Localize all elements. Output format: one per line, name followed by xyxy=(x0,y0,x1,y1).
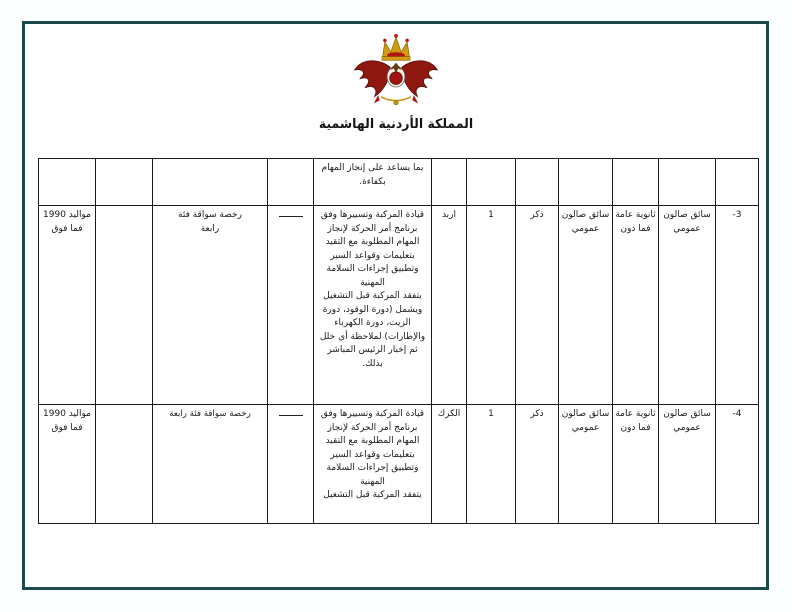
vacancies-table xyxy=(38,158,759,524)
table-row-continuation xyxy=(39,159,759,206)
cell-row-number: -3 xyxy=(716,206,759,405)
cell-gender: ذكر xyxy=(516,405,559,524)
cell-row-number: -4 xyxy=(716,405,759,524)
cell-extra xyxy=(96,206,153,405)
crown-icon xyxy=(382,34,410,60)
cell-license xyxy=(153,405,268,524)
tasks-paragraph-2: يتفقد المركبة قبل التشغيل ويشمل (دورة الوقود، دورة الزيت، دورة الكهرباء والإطارات) لملاحظة أي خلل ثم إخبار الرئيس المباشر بذلك. xyxy=(319,291,426,369)
cell-qualification xyxy=(613,159,659,206)
table-row-4 xyxy=(39,405,759,524)
cell-gender: ذكر xyxy=(516,206,559,405)
cell-job-title: سائق صالون عمومي xyxy=(659,206,716,405)
cell-dash xyxy=(268,405,314,524)
cell-birth: مواليد 1990 فما فوق xyxy=(39,206,96,405)
cell-license xyxy=(153,206,268,405)
cell-birth xyxy=(39,159,96,206)
cell-tasks xyxy=(314,159,432,206)
cell-tasks xyxy=(314,405,432,524)
cell-location xyxy=(432,159,467,206)
cell-tasks xyxy=(314,206,432,405)
tasks-paragraph-1: قيادة المركبة وتسييرها وفق برنامج أمر الحركة لإنجاز المهام المطلوبة مع التقيد بتعليمات وقواعد السير وتطبيق إجراءات السلامة المهنية xyxy=(320,210,425,288)
cell-dash xyxy=(268,206,314,405)
license-text: رخصة سواقة فئة رابعة xyxy=(169,409,251,419)
cell-qualification: ثانوية عامة فما دون xyxy=(613,405,659,524)
cell-extra xyxy=(96,159,153,206)
cell-specialization: سائق صالون عمومي xyxy=(559,405,613,524)
cell-location: اربد xyxy=(432,206,467,405)
table-row-3 xyxy=(39,206,759,405)
cell-count xyxy=(467,159,516,206)
document-header xyxy=(0,30,792,131)
cell-job-title: سائق صالون عمومي xyxy=(659,405,716,524)
cell-extra xyxy=(96,405,153,524)
jordan-coat-of-arms-icon xyxy=(344,30,448,110)
cell-row-number xyxy=(716,159,759,206)
kingdom-title: المملكة الأردنية الهاشمية xyxy=(318,115,474,132)
shield-icon xyxy=(387,63,405,87)
cell-count: 1 xyxy=(467,405,516,524)
cell-count: 1 xyxy=(467,206,516,405)
cell-specialization xyxy=(559,159,613,206)
cell-specialization: سائق صالون عمومي xyxy=(559,206,613,405)
license-text: رخصة سواقة فئة رابعة xyxy=(178,210,242,234)
dash-mark xyxy=(279,415,303,416)
cell-qualification: ثانوية عامة فما دون xyxy=(613,206,659,405)
cell-dash xyxy=(268,159,314,206)
tasks-paragraph-1: قيادة المركبة وتسييرها وفق برنامج أمر الحركة لإنجاز المهام المطلوبة مع التقيد بتعليمات وقواعد السير وتطبيق إجراءات السلامة المهنية xyxy=(320,409,425,487)
tasks-paragraph-2: يتفقد المركبة قبل التشغيل xyxy=(323,490,422,500)
tasks-continuation-text: بما يساعد على إنجاز المهام بكفاءة. xyxy=(321,163,424,187)
cell-location: الكرك xyxy=(432,405,467,524)
cell-job-title xyxy=(659,159,716,206)
dash-mark xyxy=(279,216,303,217)
cell-birth: مواليد 1990 فما فوق xyxy=(39,405,96,524)
base-ornament-icon xyxy=(374,95,418,105)
cell-license xyxy=(153,159,268,206)
cell-gender xyxy=(516,159,559,206)
